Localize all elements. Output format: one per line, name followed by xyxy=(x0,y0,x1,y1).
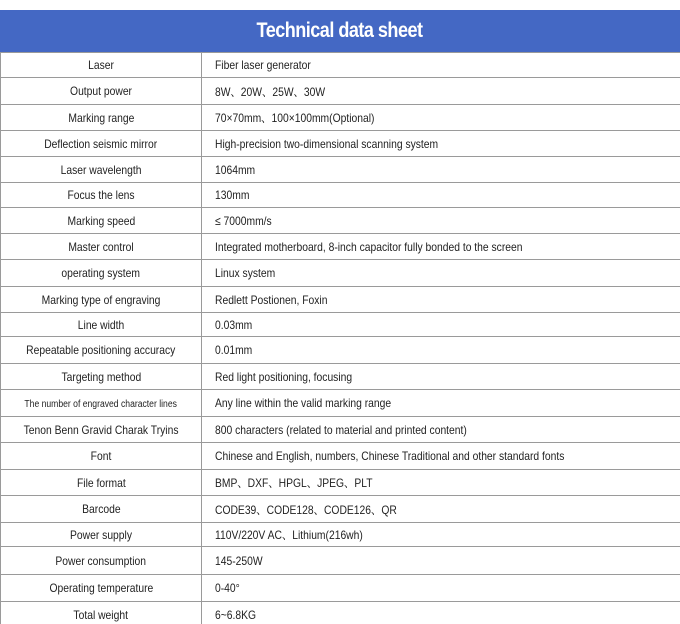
spec-row xyxy=(1,364,680,390)
spec-value: 145-250W xyxy=(215,553,263,568)
spec-label: File format xyxy=(76,475,126,490)
spec-value-cell xyxy=(202,390,680,417)
spec-value-cell xyxy=(202,105,680,131)
spec-label-cell xyxy=(1,260,202,287)
spec-value: Fiber laser generator xyxy=(215,58,311,72)
spec-value: Chinese and English, numbers, Chinese Traditional and other standard fonts xyxy=(215,449,565,463)
spec-table-body xyxy=(1,53,680,624)
spec-label: Line width xyxy=(77,317,125,332)
spec-value-cell xyxy=(202,523,680,547)
spec-label-cell xyxy=(1,390,202,417)
spec-row xyxy=(1,496,680,523)
spec-value: BMP、DXF、HPGL、JPEG、PLT xyxy=(215,476,373,490)
spec-label-cell xyxy=(1,131,202,157)
spec-label: Operating temperature xyxy=(49,581,153,595)
spec-row xyxy=(1,313,680,337)
spec-label: Deflection seismic mirror xyxy=(44,136,158,151)
spec-value-cell xyxy=(202,417,680,443)
spec-row xyxy=(1,208,680,234)
spec-label-cell xyxy=(1,443,202,470)
spec-value-cell xyxy=(202,547,680,575)
spec-value-cell xyxy=(202,313,680,337)
spec-label-cell xyxy=(1,496,202,523)
spec-value-cell xyxy=(202,131,680,157)
spec-label: Marking type of engraving xyxy=(41,292,161,307)
spec-label: Focus the lens xyxy=(67,188,135,202)
spec-label: Barcode xyxy=(81,502,121,516)
spec-row xyxy=(1,602,680,624)
spec-value-cell xyxy=(202,602,680,624)
spec-table xyxy=(0,52,680,624)
spec-label-cell xyxy=(1,78,202,105)
spec-value-cell xyxy=(202,183,680,208)
spec-label: Marking speed xyxy=(67,213,135,228)
spec-value: CODE39、CODE128、CODE126、QR xyxy=(215,502,397,517)
spec-value-cell xyxy=(202,496,680,523)
spec-value: 6~6.8KG xyxy=(215,607,257,622)
spec-value: 0.03mm xyxy=(215,317,253,332)
spec-value-cell xyxy=(202,470,680,496)
spec-row xyxy=(1,131,680,157)
spec-row xyxy=(1,53,680,78)
spec-value-cell xyxy=(202,287,680,313)
spec-value: 800 characters (related to material and printed content) xyxy=(215,422,467,437)
spec-label: operating system xyxy=(61,266,141,280)
spec-value-cell xyxy=(202,575,680,602)
spec-value: 110V/220V AC、Lithium(216wh) xyxy=(215,528,363,542)
spec-row xyxy=(1,547,680,575)
spec-value: ≤ 7000mm/s xyxy=(215,213,272,228)
spec-value-cell xyxy=(202,157,680,183)
spec-row xyxy=(1,234,680,260)
spec-label: Total weight xyxy=(73,607,129,622)
spec-label: Targeting method xyxy=(61,369,141,384)
spec-value: 0-40° xyxy=(215,581,240,595)
spec-label-cell xyxy=(1,417,202,443)
spec-value: 70×70mm、100×100mm(Optional) xyxy=(215,111,375,125)
spec-label: Repeatable positioning accuracy xyxy=(26,343,176,357)
spec-label: The number of engraved character lines xyxy=(24,399,178,410)
spec-label: Laser xyxy=(88,58,114,72)
spec-label-cell xyxy=(1,105,202,131)
spec-value-cell xyxy=(202,234,680,260)
spec-label-cell xyxy=(1,234,202,260)
spec-row xyxy=(1,105,680,131)
spec-label-cell xyxy=(1,470,202,496)
spec-label: Master control xyxy=(68,239,134,254)
spec-value: 8W、20W、25W、30W xyxy=(215,84,326,99)
title-bar xyxy=(0,10,680,52)
spec-label-cell xyxy=(1,208,202,234)
spec-value-cell xyxy=(202,260,680,287)
spec-label-cell xyxy=(1,313,202,337)
spec-value: 0.01mm xyxy=(215,343,253,357)
spec-label: Power consumption xyxy=(55,553,147,568)
spec-label: Tenon Benn Gravid Charak Tryins xyxy=(23,422,179,437)
spec-value-cell xyxy=(202,208,680,234)
spec-row xyxy=(1,523,680,547)
spec-value: Red light positioning, focusing xyxy=(215,369,353,384)
spec-label-cell xyxy=(1,547,202,575)
spec-label-cell xyxy=(1,337,202,364)
spec-row xyxy=(1,443,680,470)
spec-row xyxy=(1,287,680,313)
spec-label-cell xyxy=(1,523,202,547)
spec-value-cell xyxy=(202,78,680,105)
spec-row xyxy=(1,417,680,443)
spec-label-cell xyxy=(1,364,202,390)
spec-value: 1064mm xyxy=(215,162,256,177)
spec-label-cell xyxy=(1,575,202,602)
spec-label: Marking range xyxy=(68,110,134,125)
spec-row xyxy=(1,78,680,105)
spec-row xyxy=(1,157,680,183)
spec-label-cell xyxy=(1,287,202,313)
spec-label-cell xyxy=(1,602,202,624)
spec-label-cell xyxy=(1,183,202,208)
spec-label-cell xyxy=(1,157,202,183)
spec-row xyxy=(1,260,680,287)
sheet-title: Technical data sheet xyxy=(256,19,424,42)
spec-value-cell xyxy=(202,364,680,390)
spec-label: Laser wavelength xyxy=(60,162,142,177)
spec-value-cell xyxy=(202,337,680,364)
spec-row xyxy=(1,575,680,602)
spec-value: Integrated motherboard, 8-inch capacitor fully bonded to the screen xyxy=(215,239,523,254)
spec-value: 130mm xyxy=(215,188,250,202)
spec-value-cell xyxy=(202,443,680,470)
spec-value-cell xyxy=(202,53,680,78)
spec-value: Linux system xyxy=(215,266,276,280)
spec-row xyxy=(1,337,680,364)
spec-label-cell xyxy=(1,53,202,78)
spec-row xyxy=(1,470,680,496)
spec-row xyxy=(1,183,680,208)
spec-value: Any line within the valid marking range xyxy=(215,396,392,410)
spec-value: Redlett Postionen, Foxin xyxy=(215,292,328,307)
spec-row xyxy=(1,390,680,417)
spec-label: Power supply xyxy=(70,527,132,542)
spec-value: High-precision two-dimensional scanning system xyxy=(215,136,439,151)
spec-label: Output power xyxy=(70,84,132,98)
spec-label: Font xyxy=(90,449,112,463)
